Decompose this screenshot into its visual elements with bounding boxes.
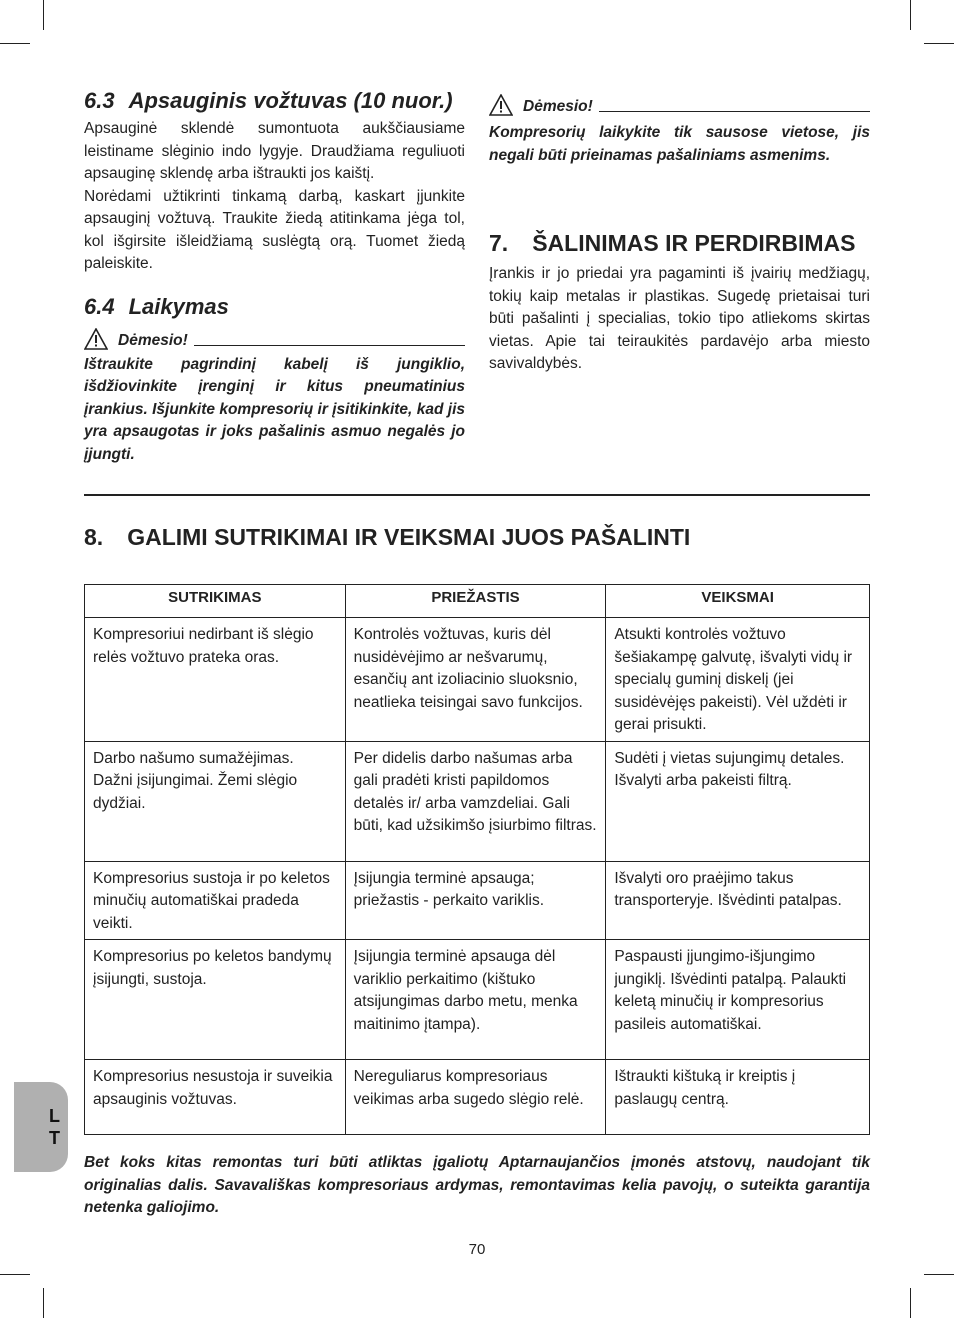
crop-mark — [910, 0, 911, 30]
table-row — [85, 861, 870, 940]
table-cell: Išvalyti oro praėjimo takus transporteryje. Išvėdinti patalpas. — [606, 861, 870, 940]
table-cell: Ištraukti kištuką ir kreiptis į paslaugų centrą. — [606, 1060, 870, 1135]
table-cell: Atsukti kontrolės vožtuvo šešiakampę galvutę, išvalyti vidų ir specialų guminį diskelį (jei susidėvėjęs pakeisti). Vėl uždėti ir gerai prisukti. — [606, 618, 870, 742]
crop-mark — [924, 43, 954, 44]
column-header-cause: PRIEŽASTIS — [345, 585, 606, 618]
table-row — [85, 940, 870, 1060]
section-number: 8. — [84, 524, 104, 550]
table-cell: Įsijungia terminė apsauga dėl variklio perkaitimo (kištuko atsijungimas darbo metu, menka maitinimo įtampa). — [345, 940, 606, 1060]
warning-label: Dėmesio! — [523, 98, 593, 115]
table-row — [85, 618, 870, 742]
warning-icon — [84, 328, 108, 350]
warning-rule — [194, 345, 465, 346]
table-cell: Paspausti įjungimo-išjungimo jungiklį. Išvėdinti patalpą. Palaukti keletą minučių ir kompresorius pasileis automatiškai. — [606, 940, 870, 1060]
crop-mark — [0, 1274, 30, 1275]
table-header-row — [85, 585, 870, 618]
troubleshooting-table — [84, 584, 870, 1135]
language-tab — [14, 1082, 68, 1172]
table-row — [85, 741, 870, 861]
table-cell: Kompresorius sustoja ir po keletos minučių automatiškai pradeda veikti. — [85, 861, 346, 940]
left-column — [84, 88, 465, 466]
section-7-paragraph: Įrankis ir jo priedai yra pagaminti iš įvairių medžiagų, tokių kaip metalas ir plastikas. Sugedę prietaisai turi būti pašalinti į specialias, tokio tipo atliekoms skirtas vietas. Apie tai teiraukitės pardavėjo arba miesto savivaldybės. — [489, 265, 870, 372]
right-column — [489, 94, 870, 376]
section-title: ŠALINIMAS IR PERDIRBIMAS — [532, 230, 856, 256]
section-number: 7. — [489, 230, 509, 256]
warning-text: Ištraukite pagrindinį kabelį iš jungiklio, išdžiovinkite įrenginį ir kitus pneumatinius įrankius. Išjunkite kompresorių ir įsitikinkite, kad jis yra apsaugotas ir joks pašalinis asmuo negalės jo įjungti. — [84, 355, 465, 463]
table-cell: Darbo našumo sumažėjimas. Dažni įsijungimai. Žemi slėgio dydžiai. — [85, 741, 346, 861]
table-cell: Kontrolės vožtuvas, kuris dėl nusidėvėjimo ar nešvarumų, esančių ant izoliacinio sluoksnio, neatlieka teisingai savo funkcijos. — [345, 618, 606, 742]
crop-mark — [910, 1288, 911, 1318]
section-6-3-heading — [84, 88, 465, 114]
section-number: 6.4 — [84, 293, 115, 319]
table-cell: Kompresorius po keletos bandymų įsijungti, sustoja. — [85, 940, 346, 1060]
language-tab-letter: L — [49, 1106, 60, 1126]
table-cell: Per didelis darbo našumas arba gali pradėti kristi papildomos detalės ir/ arba vamzdeliai. Gali būti, kad užsikimšo įsiurbimo filtras. — [345, 741, 606, 861]
page-number: 70 — [468, 1241, 486, 1258]
section-title: GALIMI SUTRIKIMAI IR VEIKSMAI JUOS PAŠALINTI — [127, 524, 691, 550]
warning-label: Dėmesio! — [118, 331, 188, 349]
table-row — [85, 1060, 870, 1135]
section-title: Apsauginis vožtuvas (10 nuor.) — [128, 88, 453, 113]
section-8-heading — [84, 524, 690, 551]
warning-header — [84, 328, 465, 350]
table-cell: Nereguliarus kompresoriaus veikimas arba sugedo slėgio relė. — [345, 1060, 606, 1135]
footer-note: Bet koks kitas remontas turi būti atliktas įgaliotų Aptarnaujančios įmonės atstovų, naudojant tik originalias dalis. Savavališkas kompresoriaus ardymas, remontavimas kelia pavojų, o suteikta garantija netenka galiojimo. — [84, 1154, 870, 1216]
column-header-action: VEIKSMAI — [606, 585, 870, 618]
crop-mark — [43, 0, 44, 30]
crop-mark — [924, 1274, 954, 1275]
table-cell: Kompresorius nesustoja ir suveikia apsauginis vožtuvas. — [85, 1060, 346, 1135]
section-6-3-paragraph-1: Apsauginė sklendė sumontuota aukščiausiame leistiname slėginio indo lygyje. Draudžiama reguliuoti apsauginę sklendę arba ištraukti jos kaištį. — [84, 120, 465, 182]
crop-mark — [0, 43, 30, 44]
section-divider — [84, 494, 870, 496]
section-7-heading — [489, 229, 870, 257]
warning-text: Kompresorių laikykite tik sausose vietose, jis negali būti prieinamas pašaliniams asmenims. — [489, 124, 870, 164]
table-cell: Įsijungia terminė apsauga; priežastis - perkaito variklis. — [345, 861, 606, 940]
column-header-problem: SUTRIKIMAS — [85, 585, 346, 618]
language-tab-letter: T — [49, 1128, 60, 1148]
table-cell: Kompresoriui nedirbant iš slėgio relės vožtuvo prateka oras. — [85, 618, 346, 742]
warning-icon — [489, 94, 513, 116]
section-title: Laikymas — [128, 293, 229, 319]
section-number: 6.3 — [84, 88, 115, 113]
table-cell: Sudėti į vietas sujungimų detales. Išvalyti arba pakeisti filtrą. — [606, 741, 870, 861]
warning-header — [489, 94, 870, 116]
section-6-4-heading — [84, 294, 465, 320]
crop-mark — [43, 1288, 44, 1318]
warning-rule — [599, 111, 870, 112]
section-6-3-paragraph-2: Norėdami užtikrinti tinkamą darbą, kaskart įjunkite apsauginį vožtuvą. Traukite žiedą atitinkama jėga tol, kol išgirsite išleidžiamą suslėgtą orą. Tuomet žiedą paleiskite. — [84, 187, 465, 272]
